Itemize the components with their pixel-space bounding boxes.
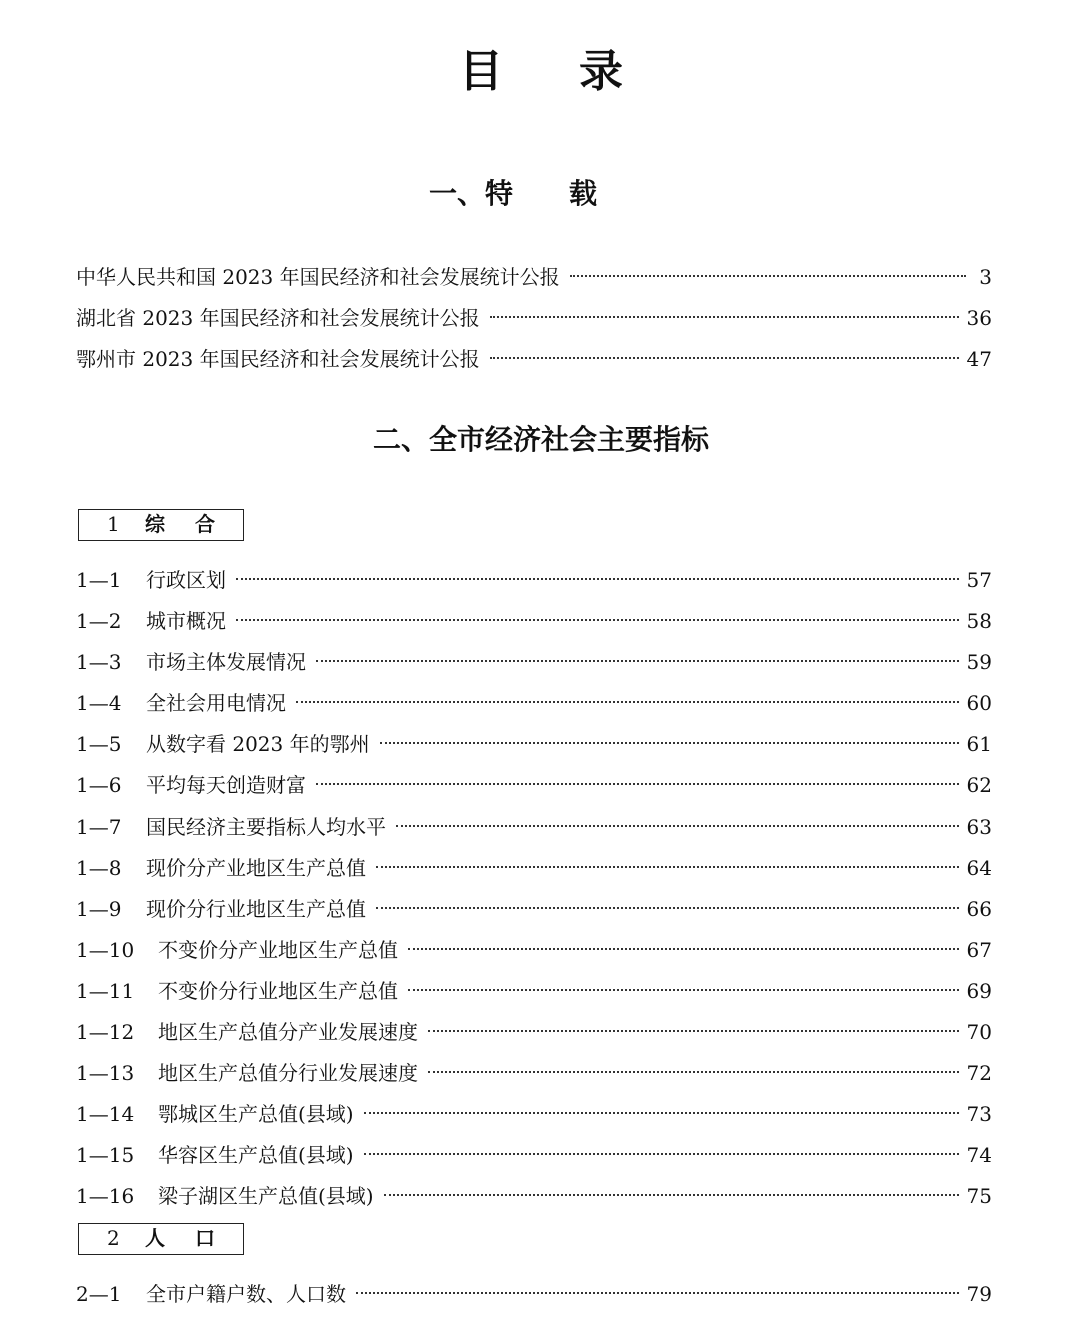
part1-heading — [0, 176, 1082, 212]
toc-entry-title: 国民经济主要指标人均水平 — [146, 814, 386, 839]
toc-entry-number: 1—14 — [76, 1102, 135, 1127]
toc-entry[interactable] — [76, 684, 992, 725]
toc-entry-page: 74 — [966, 1143, 992, 1168]
dot-leader — [236, 602, 959, 628]
toc-entry-number: 2—1 — [76, 1282, 122, 1306]
toc-entry-number: 1—8 — [76, 855, 122, 880]
toc-entry-title: 平均每天创造财富 — [146, 773, 306, 798]
toc-entry[interactable] — [76, 1275, 992, 1316]
toc-entry[interactable] — [76, 1054, 992, 1095]
section-label-box — [78, 1223, 244, 1255]
section-1-entry-list — [76, 561, 992, 1219]
toc-entry-number: 1—3 — [76, 650, 122, 675]
toc-entry-page: 79 — [966, 1282, 992, 1306]
toc-entry-title: 现价分行业地区生产总值 — [146, 896, 366, 921]
toc-entry-number: 1—7 — [76, 814, 122, 839]
toc-entry[interactable] — [76, 1177, 992, 1218]
toc-entry-title: 市场主体发展情况 — [146, 650, 306, 675]
toc-entry[interactable] — [76, 849, 992, 890]
toc-entry-title: 鄂州市 2023 年国民经济和社会发展统计公报 — [76, 347, 480, 372]
toc-entry[interactable] — [76, 602, 992, 643]
toc-entry-number: 1—9 — [76, 896, 122, 921]
toc-entry-page: 58 — [966, 609, 992, 634]
toc-entry[interactable] — [76, 340, 992, 381]
dot-leader — [428, 1054, 959, 1080]
toc-entry-title: 地区生产总值分产业发展速度 — [158, 1020, 418, 1045]
dot-leader — [296, 684, 959, 710]
toc-entry-page: 66 — [966, 896, 992, 921]
toc-entry[interactable] — [76, 258, 992, 299]
section-number: 1 — [107, 512, 120, 536]
dot-leader — [236, 561, 959, 587]
dot-leader — [570, 258, 966, 284]
toc-entry[interactable] — [76, 643, 992, 684]
toc-entry[interactable] — [76, 931, 992, 972]
toc-entry-page: 57 — [966, 568, 992, 592]
toc-entry-number: 1—10 — [76, 937, 135, 962]
dot-leader — [408, 972, 959, 998]
toc-entry[interactable] — [76, 972, 992, 1013]
toc-entry-title: 华容区生产总值(县域) — [158, 1143, 354, 1168]
toc-entry-title: 全市户籍户数、人口数 — [146, 1282, 346, 1306]
dot-leader — [316, 766, 959, 792]
toc-entry-page: 72 — [966, 1061, 992, 1086]
dot-leader — [380, 725, 959, 751]
toc-entry-number: 1—1 — [76, 568, 122, 592]
dot-leader — [490, 299, 959, 325]
toc-entry-page: 69 — [966, 978, 992, 1003]
toc-entry-title: 不变价分行业地区生产总值 — [158, 978, 398, 1003]
toc-entry-number: 1—13 — [76, 1061, 135, 1086]
page-title: 目录 — [459, 46, 699, 97]
toc-entry-title: 全社会用电情况 — [146, 691, 286, 716]
part2-heading: 二、全市经济社会主要指标 — [372, 423, 709, 456]
dot-leader — [364, 1136, 959, 1162]
toc-entry-page: 63 — [966, 814, 992, 839]
toc-entry-page: 75 — [966, 1184, 992, 1209]
toc-entry-page: 70 — [966, 1020, 992, 1045]
dot-leader — [396, 808, 959, 834]
toc-entry-title: 行政区划 — [146, 568, 226, 592]
toc-entry-title: 中华人民共和国 2023 年国民经济和社会发展统计公报 — [76, 265, 560, 289]
toc-entry[interactable] — [76, 299, 992, 340]
toc-entry-page: 67 — [966, 937, 992, 962]
toc-entry-title: 不变价分产业地区生产总值 — [158, 937, 398, 962]
dot-leader — [428, 1013, 959, 1039]
toc-entry-title: 从数字看 2023 年的鄂州 — [146, 732, 370, 757]
toc-entry[interactable] — [76, 1013, 992, 1054]
toc-entry-title: 现价分产业地区生产总值 — [146, 855, 366, 880]
dot-leader — [364, 1095, 959, 1121]
part1-heading-text: 特载 — [485, 177, 654, 210]
toc-entry-number: 1—16 — [76, 1184, 135, 1209]
section-label: 综合 — [145, 512, 245, 536]
toc-entry-number: 1—4 — [76, 691, 122, 716]
toc-entry-title: 湖北省 2023 年国民经济和社会发展统计公报 — [76, 306, 480, 331]
toc-entry-number: 1—5 — [76, 732, 122, 757]
toc-entry-title: 城市概况 — [146, 609, 226, 634]
section-number: 2 — [107, 1226, 120, 1250]
toc-entry-title: 梁子湖区生产总值(县域) — [158, 1184, 374, 1209]
toc-entry-page: 61 — [966, 732, 992, 757]
toc-entry[interactable] — [76, 808, 992, 849]
toc-entry-number: 1—2 — [76, 609, 122, 634]
toc-entry-page: 59 — [966, 650, 992, 675]
toc-entry[interactable] — [76, 561, 992, 602]
toc-entry-page: 47 — [966, 347, 992, 372]
section-2-entry-list — [76, 1275, 992, 1316]
toc-entry-page: 3 — [979, 265, 992, 289]
toc-entry-title: 鄂城区生产总值(县域) — [158, 1102, 354, 1127]
toc-entry[interactable] — [76, 766, 992, 807]
part1-entry-list — [76, 258, 992, 381]
dot-leader — [376, 849, 959, 875]
section-label-box — [78, 509, 244, 541]
toc-entry-page: 62 — [966, 773, 992, 798]
part1-heading-prefix: 一、 — [428, 177, 485, 210]
dot-leader — [490, 340, 959, 366]
dot-leader — [384, 1177, 959, 1203]
section-label: 人口 — [145, 1226, 245, 1250]
dot-leader — [316, 643, 959, 669]
toc-entry-number: 1—6 — [76, 773, 122, 798]
toc-entry[interactable] — [76, 1095, 992, 1136]
dot-leader — [356, 1275, 959, 1301]
toc-entry-title: 地区生产总值分行业发展速度 — [158, 1061, 418, 1086]
toc-entry-number: 1—15 — [76, 1143, 135, 1168]
toc-entry-page: 73 — [966, 1102, 992, 1127]
toc-entry-number: 1—12 — [76, 1020, 135, 1045]
dot-leader — [408, 931, 959, 957]
toc-entry-page: 36 — [966, 306, 992, 331]
toc-entry[interactable] — [76, 890, 992, 931]
toc-entry-page: 64 — [966, 855, 992, 880]
toc-entry[interactable] — [76, 725, 992, 766]
toc-entry-number: 1—11 — [76, 978, 135, 1003]
dot-leader — [376, 890, 959, 916]
toc-entry[interactable] — [76, 1136, 992, 1177]
toc-entry-page: 60 — [966, 691, 992, 716]
